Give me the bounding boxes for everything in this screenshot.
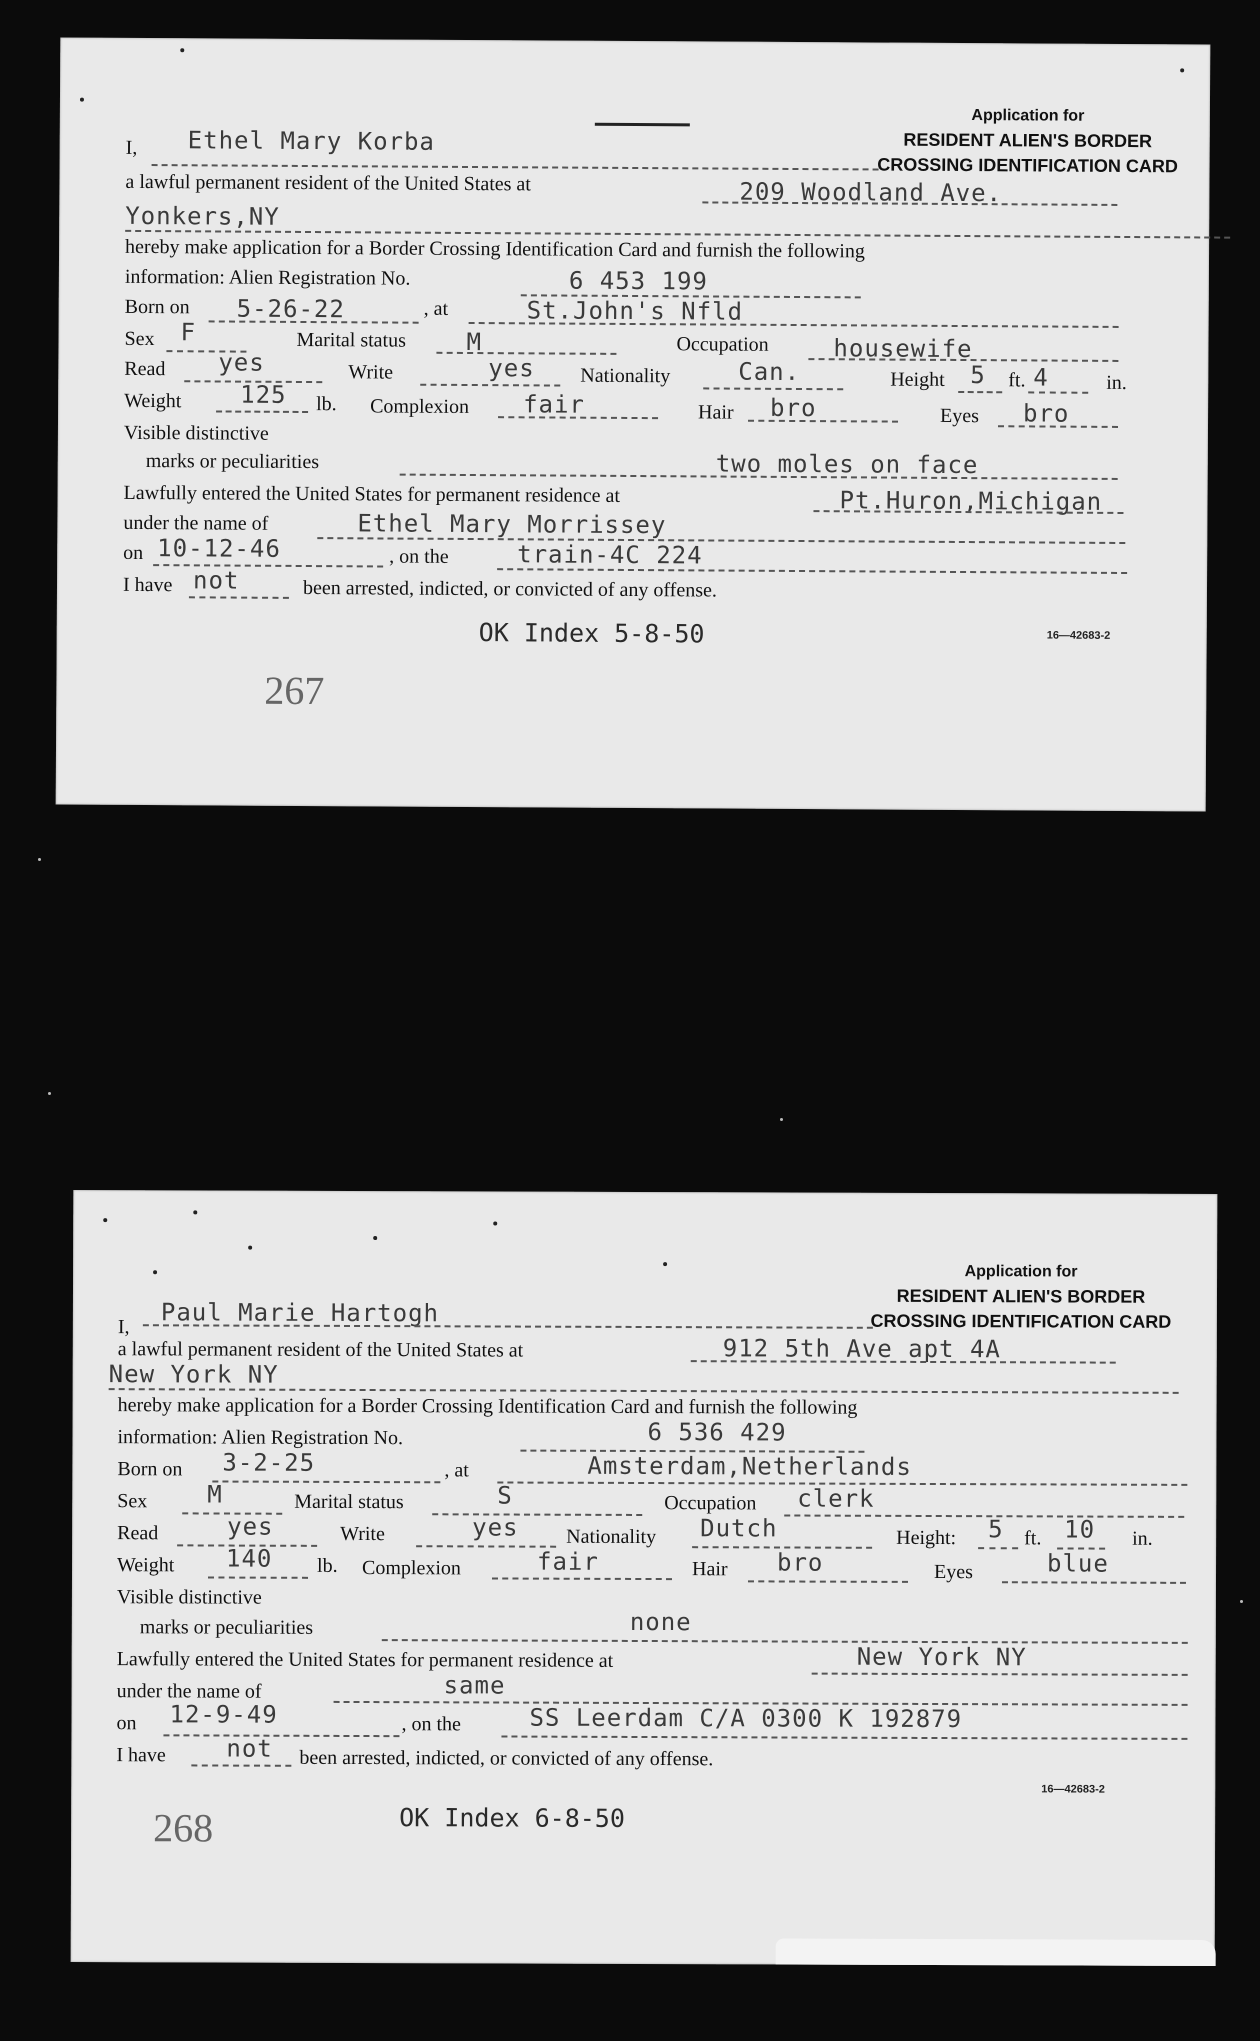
- label-at: , at: [423, 297, 449, 320]
- entry-date-line: [163, 1734, 399, 1737]
- applicant-name: Paul Marie Hartogh: [160, 1298, 440, 1328]
- label-visible: Visible distinctive: [116, 1586, 262, 1609]
- born-place: Amsterdam,Netherlands: [587, 1451, 912, 1481]
- height-ft-line: [978, 1547, 1018, 1549]
- address-line-1: 912 5th Ave apt 4A: [722, 1334, 1001, 1364]
- sex-value: F: [180, 318, 197, 347]
- label-lawfully: Lawfully entered the United States for permanent residence at: [123, 481, 621, 507]
- nationality-line: [703, 387, 843, 390]
- complexion-value: fair: [523, 390, 586, 419]
- write-line: [420, 384, 560, 387]
- height-ft-line: [958, 391, 1002, 393]
- marital-value: M: [466, 327, 483, 357]
- read-value: yes: [227, 1512, 274, 1541]
- label-arrested: been arrested, indicted, or convicted of any offense.: [302, 576, 717, 602]
- born-place-line: [469, 322, 1119, 328]
- label-on-the: , on the: [389, 545, 449, 568]
- speck: [1240, 1600, 1243, 1603]
- application-card-1: [56, 37, 1211, 811]
- label-write: Write: [340, 1522, 385, 1546]
- header-line-1: Application for: [971, 107, 1085, 125]
- weight-line: [208, 1576, 308, 1578]
- label-read: Read: [117, 1522, 159, 1545]
- label-sex: Sex: [124, 327, 155, 351]
- marital-line: [432, 1513, 642, 1516]
- card-number: 267: [264, 667, 325, 714]
- height-ft-value: 5: [988, 1515, 1004, 1544]
- label-in: in.: [1106, 371, 1127, 395]
- port-of-entry: Pt.Huron,Michigan: [839, 486, 1103, 516]
- conveyance: train-4C 224: [517, 540, 703, 570]
- label-resident: a lawful permanent resident of the United States at: [125, 170, 531, 196]
- hair-line: [748, 420, 898, 423]
- speck: [48, 1092, 51, 1095]
- marks-value: none: [629, 1607, 692, 1637]
- label-arrested: been arrested, indicted, or convicted of any offense.: [299, 1746, 714, 1771]
- label-lawfully: Lawfully entered the United States for permanent residence at: [116, 1648, 614, 1672]
- weight-value: 125: [240, 380, 287, 409]
- label-read: Read: [124, 357, 166, 381]
- label-on: on: [123, 541, 144, 565]
- header-line-3: CROSSING IDENTIFICATION CARD: [870, 1310, 1172, 1332]
- height-in-line: [1028, 391, 1088, 393]
- entry-date-line: [153, 564, 383, 567]
- ink-mark: [595, 123, 690, 127]
- entry-date: 10-12-46: [157, 534, 281, 563]
- label-info: information: Alien Registration No.: [124, 265, 411, 290]
- born-date: 5-26-22: [236, 294, 345, 324]
- weight-value: 140: [226, 1544, 273, 1573]
- label-hereby: hereby make application for a Border Crossing Identification Card and furnish the following: [117, 1394, 858, 1419]
- born-date-line: [212, 1480, 440, 1483]
- label-nationality: Nationality: [580, 364, 671, 388]
- nationality-value: Can.: [738, 357, 801, 387]
- marital-value: S: [497, 1481, 513, 1510]
- label-hereby: hereby make application for a Border Crossing Identification Card and furnish the following: [125, 235, 865, 263]
- port-line: [812, 1673, 1188, 1676]
- occupation-value: clerk: [797, 1484, 875, 1513]
- header-line-1: Application for: [964, 1263, 1078, 1281]
- eyes-value: bro: [1022, 399, 1070, 428]
- sex-value: M: [207, 1480, 223, 1509]
- label-i-have: I have: [116, 1744, 166, 1767]
- speck: [780, 1118, 783, 1121]
- label-marks: marks or peculiarities: [145, 450, 320, 474]
- port-of-entry: New York NY: [856, 1642, 1027, 1672]
- write-line: [416, 1545, 556, 1547]
- applicant-name: Ethel Mary Korba: [187, 126, 435, 156]
- header-line-2: RESIDENT ALIEN'S BORDER: [896, 1285, 1146, 1307]
- conveyance: SS Leerdam C/A 0300 K 192879: [529, 1703, 963, 1734]
- label-eyes: Eyes: [939, 404, 980, 428]
- label-resident: a lawful permanent resident of the United States at: [117, 1338, 524, 1362]
- label-born: Born on: [124, 295, 190, 319]
- label-ft: ft.: [1024, 1527, 1042, 1550]
- read-value: yes: [218, 348, 265, 377]
- label-nationality: Nationality: [566, 1525, 657, 1549]
- marks-line: [382, 1639, 1188, 1644]
- address-line: [691, 1360, 1116, 1363]
- entry-date: 12-9-49: [169, 1700, 278, 1729]
- weight-line: [216, 410, 308, 413]
- conveyance-line: [497, 568, 1127, 574]
- complexion-line: [498, 416, 658, 419]
- label-complexion: Complexion: [370, 395, 470, 418]
- label-sex: Sex: [117, 1490, 148, 1513]
- not-value: not: [192, 566, 240, 595]
- application-card-2: [71, 1190, 1218, 1966]
- label-hair: Hair: [698, 401, 734, 424]
- hair-value: bro: [770, 393, 817, 423]
- label-visible: Visible distinctive: [123, 421, 269, 445]
- born-date: 3-2-25: [222, 1448, 316, 1477]
- entry-name: Ethel Mary Morrissey: [357, 509, 667, 540]
- born-place: St.John's Nfld: [526, 296, 744, 326]
- label-eyes: Eyes: [933, 1561, 973, 1584]
- label-weight: Weight: [124, 389, 182, 413]
- name-line: [143, 1324, 873, 1329]
- address-2-line: [109, 1388, 1179, 1394]
- label-marital: Marital status: [296, 328, 407, 352]
- index-stamp: OK Index 6-8-50: [399, 1803, 625, 1833]
- occupation-line: [784, 1514, 1184, 1517]
- conveyance-line: [501, 1736, 1187, 1740]
- address-line-2: New York NY: [108, 1360, 279, 1389]
- complexion-line: [492, 1577, 672, 1580]
- nationality-value: Dutch: [700, 1514, 778, 1543]
- hair-line: [748, 1580, 908, 1583]
- eyes-line: [1002, 1581, 1186, 1584]
- entry-name: same: [443, 1671, 506, 1700]
- label-i: I,: [125, 136, 138, 159]
- label-i: I,: [117, 1316, 130, 1339]
- address-line-2: Yonkers,NY: [125, 201, 280, 231]
- paper-tear: [776, 1938, 1216, 1966]
- write-value: yes: [472, 1513, 519, 1542]
- header-line-3: CROSSING IDENTIFICATION CARD: [877, 154, 1178, 177]
- occupation-value: housewife: [833, 334, 973, 364]
- entry-name-line: [317, 537, 1125, 544]
- height-ft-value: 5: [970, 361, 986, 390]
- height-in-value: 4: [1033, 363, 1049, 392]
- label-occupation: Occupation: [676, 333, 769, 356]
- label-under: under the name of: [123, 511, 269, 535]
- born-date-line: [209, 320, 419, 323]
- label-born: Born on: [117, 1458, 183, 1481]
- write-value: yes: [488, 354, 535, 383]
- label-hair: Hair: [691, 1558, 728, 1581]
- address-line-1: 209 Woodland Ave.: [739, 177, 1003, 208]
- form-number: 16—42683-2: [1041, 1783, 1105, 1796]
- card-number: 268: [153, 1805, 214, 1851]
- label-on-the: , on the: [401, 1713, 461, 1736]
- label-on: on: [116, 1712, 137, 1735]
- not-line: [191, 1764, 291, 1766]
- speck: [38, 858, 41, 861]
- card-header: [858, 102, 1198, 179]
- label-lb: lb.: [316, 393, 337, 416]
- label-marital: Marital status: [294, 1490, 404, 1514]
- label-height: Height: [890, 368, 945, 391]
- alien-registration-no: 6 453 199: [568, 266, 709, 296]
- header-line-2: RESIDENT ALIEN'S BORDER: [903, 129, 1153, 152]
- label-marks: marks or peculiarities: [139, 1616, 314, 1639]
- label-info: information: Alien Registration No.: [117, 1426, 404, 1450]
- label-ft: ft.: [1008, 369, 1026, 392]
- hair-value: bro: [777, 1548, 824, 1577]
- label-i-have: I have: [122, 573, 173, 597]
- name-line: [152, 164, 879, 170]
- card-header: [851, 1259, 1191, 1335]
- label-in: in.: [1132, 1527, 1153, 1550]
- eyes-value: blue: [1047, 1549, 1109, 1578]
- eyes-line: [998, 425, 1118, 428]
- label-height: Height:: [896, 1526, 957, 1550]
- label-complexion: Complexion: [361, 1557, 461, 1580]
- label-occupation: Occupation: [664, 1492, 757, 1515]
- label-write: Write: [348, 361, 394, 384]
- height-in-value: 10: [1064, 1515, 1096, 1544]
- alien-registration-no: 6 536 429: [647, 1418, 787, 1447]
- marks-value: two moles on face: [715, 449, 979, 480]
- label-under: under the name of: [116, 1680, 262, 1703]
- not-value: not: [226, 1734, 273, 1763]
- form-number: 16—42683-2: [1046, 629, 1111, 642]
- complexion-value: fair: [537, 1547, 599, 1576]
- index-stamp: OK Index 5-8-50: [478, 618, 705, 649]
- label-lb: lb.: [317, 1554, 338, 1577]
- label-at: , at: [444, 1459, 469, 1482]
- not-line: [189, 596, 289, 599]
- label-weight: Weight: [117, 1554, 175, 1577]
